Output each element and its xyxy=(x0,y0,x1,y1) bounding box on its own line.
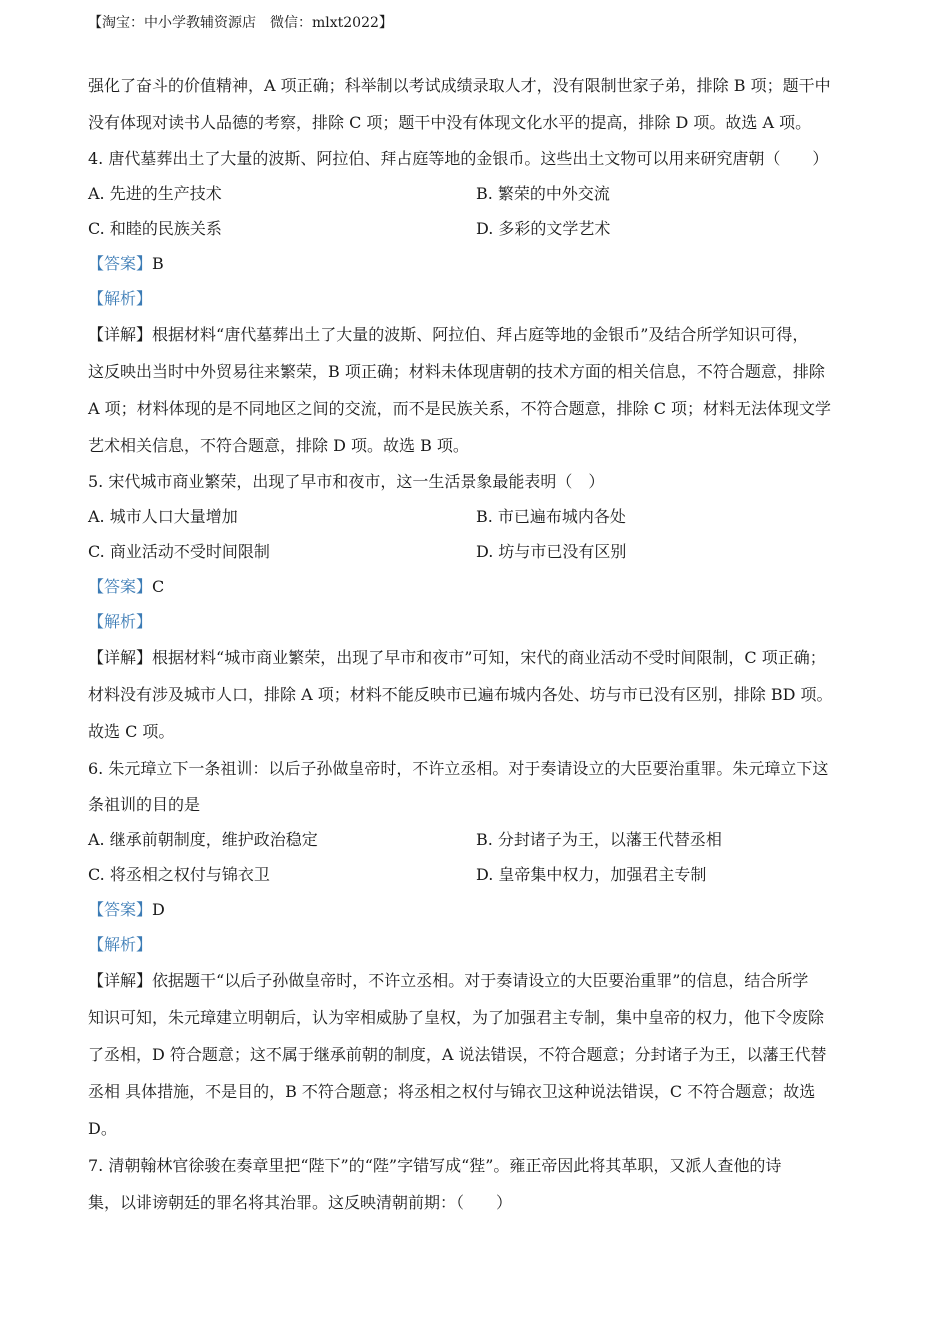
detail-label: 【详解】 xyxy=(88,325,153,344)
detail-label: 【详解】 xyxy=(88,648,153,667)
q6-option-c: C. 将丞相之权付与锦衣卫 xyxy=(88,865,270,884)
q4-option-c: C. 和睦的民族关系 xyxy=(88,219,222,238)
q4-detail-line: 这反映出当时中外贸易往来繁荣，B 项正确；材料未体现唐朝的技术方面的相关信息，不符合题意，排除 xyxy=(88,362,825,381)
intro-line: 强化了奋斗的价值精神，A 项正确；科举制以考试成绩录取人才，没有限制世家子弟，排除 B 项；题干中 xyxy=(88,76,831,95)
intro-line: 没有体现对读书人品德的考察，排除 C 项；题干中没有体现文化水平的提高，排除 D 项。故选 A 项。 xyxy=(88,113,812,132)
question-7-cont: 集，以诽谤朝廷的罪名将其治罪。这反映清朝前期：（ ） xyxy=(88,1193,513,1212)
analysis-label: 【解析】 xyxy=(88,612,153,631)
q4-answer-value: B xyxy=(152,254,164,273)
q4-options-row-2 xyxy=(88,211,863,246)
q6-detail-line: 了丞相，D 符合题意；这不属于继承前朝的制度，A 说法错误，不符合题意；分封诸子为王，以藩王代替 xyxy=(88,1045,827,1064)
q6-option-b: B. 分封诸子为王，以藩王代替丞相 xyxy=(476,830,722,849)
analysis-label: 【解析】 xyxy=(88,935,153,954)
document-body xyxy=(88,67,863,1221)
q6-options-row-1 xyxy=(88,822,863,857)
q5-option-d: D. 坊与市已没有区别 xyxy=(476,542,627,561)
question-5: 5. 宋代城市商业繁荣，出现了早市和夜市，这一生活景象最能表明（ ） xyxy=(88,472,605,491)
answer-label: 【答案】 xyxy=(88,254,153,273)
page-header: 【淘宝：中小学教辅资源店 微信：mlxt2022】 xyxy=(88,15,393,31)
q4-option-d: D. 多彩的文学艺术 xyxy=(476,219,611,238)
q5-answer xyxy=(88,569,863,604)
q5-detail-line: 故选 C 项。 xyxy=(88,722,175,741)
q5-answer-value: C xyxy=(152,577,165,596)
q6-detail-line xyxy=(88,962,863,999)
q5-detail-line: 材料没有涉及城市人口，排除 A 项；材料不能反映市已遍布城内各处、坊与市已没有区别，排除 BD 项。 xyxy=(88,685,833,704)
detail-label: 【详解】 xyxy=(88,971,153,990)
q6-detail-line: 丞相 具体措施，不是目的，B 不符合题意；将丞相之权付与锦衣卫这种说法错误，C 不符合题意；故选 xyxy=(88,1082,816,1101)
question-4: 4. 唐代墓葬出土了大量的波斯、阿拉伯、拜占庭等地的金银币。这些出土文物可以用来研究唐朝（ ） xyxy=(88,149,829,168)
q6-answer xyxy=(88,892,863,927)
q5-options-row-1 xyxy=(88,499,863,534)
q6-options-row-2 xyxy=(88,857,863,892)
answer-label: 【答案】 xyxy=(88,900,153,919)
q5-options-row-2 xyxy=(88,534,863,569)
q4-option-b: B. 繁荣的中外交流 xyxy=(476,184,610,203)
q6-option-a: A. 继承前朝制度，维护政治稳定 xyxy=(88,830,318,849)
q5-analysis-heading xyxy=(88,604,863,639)
q6-option-d: D. 皇帝集中权力，加强君主专制 xyxy=(476,865,707,884)
q4-detail-line xyxy=(88,316,863,353)
q5-option-a: A. 城市人口大量增加 xyxy=(88,507,238,526)
q5-detail-line xyxy=(88,639,863,676)
q4-detail-text: 根据材料“唐代墓葬出土了大量的波斯、阿拉伯、拜占庭等地的金银币”及结合所学知识可得， xyxy=(152,325,809,344)
question-7: 7. 清朝翰林官徐骏在奏章里把“陛下”的“陛”字错写成“狴”。雍正帝因此将其革职，又派人查他的诗 xyxy=(88,1156,782,1175)
q4-answer xyxy=(88,246,863,281)
q4-detail-line: A 项；材料体现的是不同地区之间的交流，而不是民族关系，不符合题意，排除 C 项；材料无法体现文学 xyxy=(88,399,832,418)
q4-option-a: A. 先进的生产技术 xyxy=(88,184,222,203)
q4-analysis-heading xyxy=(88,281,863,316)
question-6-cont: 条祖训的目的是 xyxy=(88,795,201,814)
q5-option-b: B. 市已遍布城内各处 xyxy=(476,507,626,526)
q5-detail-text: 根据材料“城市商业繁荣，出现了早市和夜市”可知，宋代的商业活动不受时间限制，C 项正确； xyxy=(152,648,826,667)
q6-answer-value: D xyxy=(152,900,165,919)
question-6: 6. 朱元璋立下一条祖训：以后子孙做皇帝时，不许立丞相。对于奏请设立的大臣要治重罪。朱元璋立下这 xyxy=(88,759,829,778)
q6-detail-line: 知识可知，朱元璋建立明朝后，认为宰相威胁了皇权，为了加强君主专制，集中皇帝的权力，他下令废除 xyxy=(88,1008,825,1027)
q6-detail-text: 依据题干“以后子孙做皇帝时，不许立丞相。对于奏请设立的大臣要治重罪”的信息，结合所学 xyxy=(152,971,809,990)
answer-label: 【答案】 xyxy=(88,577,153,596)
q4-options-row-1 xyxy=(88,176,863,211)
q4-detail-line: 艺术相关信息，不符合题意，排除 D 项。故选 B 项。 xyxy=(88,436,469,455)
q6-analysis-heading xyxy=(88,927,863,962)
q6-detail-line: D。 xyxy=(88,1119,117,1138)
q5-option-c: C. 商业活动不受时间限制 xyxy=(88,542,270,561)
analysis-label: 【解析】 xyxy=(88,289,153,308)
